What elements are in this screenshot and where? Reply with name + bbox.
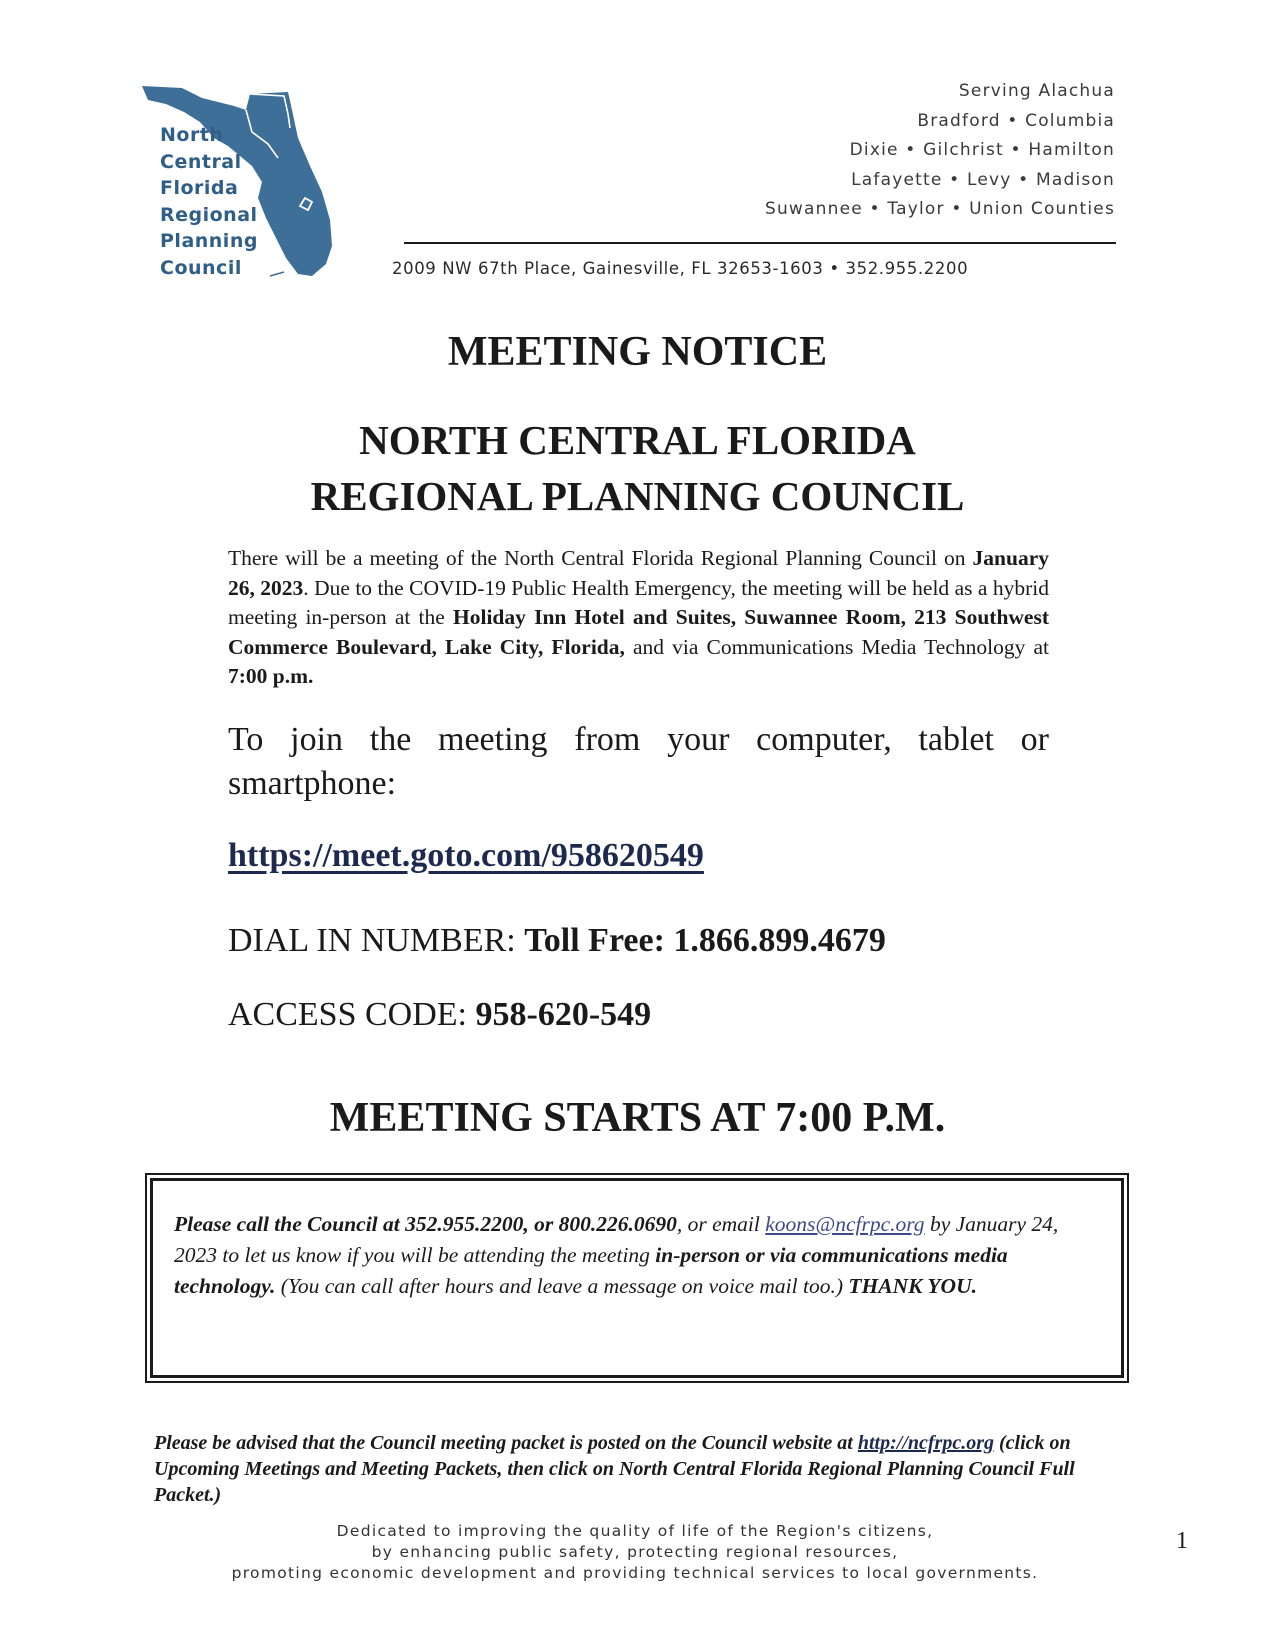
rsvp-notice-text	[174, 1209, 1104, 1302]
access-code-label: ACCESS CODE:	[228, 996, 476, 1033]
footer-line: by enhancing public safety, protecting regional resources,	[371, 1543, 899, 1561]
council-title	[0, 412, 1275, 524]
access-code	[228, 996, 651, 1034]
county-line: Serving Alachua	[958, 81, 1115, 101]
packet-notice	[154, 1430, 1114, 1508]
org-name-line: North	[160, 124, 224, 146]
footer-line: promoting economic development and providing technical services to local governments.	[231, 1564, 1039, 1582]
meeting-date: January 26, 2023	[228, 546, 1049, 600]
counties-served-list	[765, 77, 1115, 225]
access-code-value: 958-620-549	[475, 996, 652, 1033]
county-line: Dixie • Gilchrist • Hamilton	[849, 140, 1115, 161]
org-name-line: Council	[160, 256, 242, 279]
packet-text: (click on Upcoming Meetings and Meeting Packets, then click on North Central Florida Regional Planning Council Full Packet.)	[154, 1432, 1075, 1506]
dial-in-value: Toll Free: 1.866.899.4679	[524, 922, 886, 959]
meeting-location: Holiday Inn Hotel and Suites, Suwannee Room, 213 Southwest Commerce Boulevard, Lake City, Florida,	[228, 605, 1049, 659]
org-name-line: Florida	[160, 177, 239, 199]
rsvp-thank-you: THANK YOU.	[848, 1274, 977, 1298]
rsvp-attendance-mode: in-person or via communications media technology.	[174, 1243, 1008, 1298]
council-title-line: REGIONAL PLANNING COUNCIL	[310, 473, 965, 519]
county-line: Suwannee • Taylor • Union Counties	[764, 199, 1115, 220]
footer-mission-statement	[120, 1521, 1150, 1584]
meeting-intro-paragraph	[228, 544, 1049, 692]
rsvp-email-link[interactable]: koons@ncfrpc.org	[765, 1212, 925, 1236]
org-address: 2009 NW 67th Place, Gainesville, FL 32653-1603 • 352.955.2200	[392, 259, 969, 278]
dial-in-label: DIAL IN NUMBER:	[228, 922, 525, 959]
rsvp-phone: Please call the Council at 352.955.2200, or 800.226.0690	[174, 1212, 677, 1236]
header-divider	[404, 242, 1116, 244]
dial-in-number	[228, 922, 886, 960]
county-line: Lafayette • Levy • Madison	[851, 169, 1115, 190]
intro-text: and via Communications Media Technology at	[624, 634, 1049, 659]
intro-text: . Due to the COVID-19 Public Health Emergency, the meeting will be held as a hybrid meeting in-person at the	[228, 575, 1050, 629]
council-title-line: NORTH CENTRAL FLORIDA	[359, 417, 916, 463]
county-line: Bradford • Columbia	[917, 110, 1115, 131]
meeting-link[interactable]: https://meet.goto.com/958620549	[228, 837, 704, 874]
rsvp-text: by January 24, 2023 to let us know if you will be attending the meeting	[174, 1212, 1059, 1267]
org-name-line: Central	[160, 150, 242, 173]
rsvp-text: , or email	[676, 1212, 766, 1236]
packet-text: Please be advised that the Council meeting packet is posted on the Council website at	[154, 1432, 858, 1454]
join-instructions: To join the meeting from your computer, tablet or smartphone:	[228, 721, 1049, 802]
meeting-time: 7:00 p.m.	[228, 664, 314, 688]
org-name-logo-text	[160, 122, 258, 281]
rsvp-text: (You can call after hours and leave a message on voice mail too.)	[275, 1274, 849, 1298]
meeting-start-time: MEETING STARTS AT 7:00 P.M.	[329, 1095, 946, 1141]
org-name-line: Planning	[160, 230, 258, 252]
page-title: MEETING NOTICE	[447, 329, 828, 375]
footer-line: Dedicated to improving the quality of life of the Region's citizens,	[336, 1522, 934, 1540]
page-number: 1	[1176, 1528, 1188, 1554]
council-website-link[interactable]: http://ncfrpc.org	[857, 1432, 994, 1454]
org-name-line: Regional	[160, 203, 258, 226]
intro-text: There will be a meeting of the North Central Florida Regional Planning Council on	[228, 546, 973, 570]
